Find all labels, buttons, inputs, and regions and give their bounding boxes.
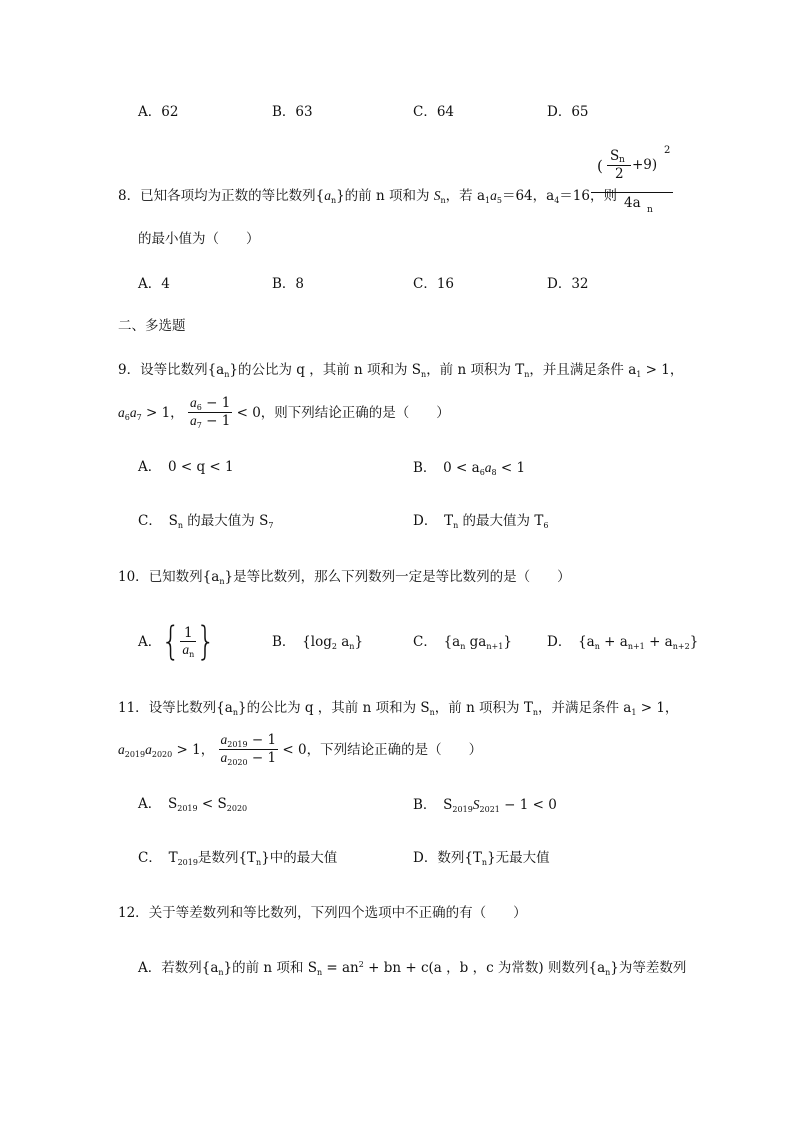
q11-fraction: $\frac{a_{2019} - 1}{a_{2020} - 1}$ — [220, 732, 277, 767]
q9-stem-line1: 9．设等比数列$\{a_n\}$的公比为 q ，其前 n 项和为 $S_n$，前 n 项积为 $T_n$，并且满足条件 $a_1 > 1$， — [118, 362, 684, 379]
q9-option-d: D． $T_n$ 的最大值为 $T_6$ — [413, 513, 549, 530]
q7-option-c: C．64 — [413, 104, 455, 120]
q8-stem-line2: 的最小值为（ ） — [138, 231, 260, 247]
q9-stem-line2: $a_6a_7 > 1$， $\frac{a_6 - 1}{a_7 - 1}$ < 0，则下列结论正确的是（ ） — [118, 395, 450, 430]
q8-option-b: B．8 — [272, 276, 305, 292]
q10-stem: 10．已知数列$\{a_n\}$是等比数列，那么下列数列一定是等比数列的是（ ） — [118, 569, 571, 586]
q8-option-c: C．16 — [413, 276, 455, 292]
section-heading: 二、多选题 — [118, 318, 186, 334]
q12-option-a: A．若数列$\{a_n\}$的前 n 项和 $S_n = an^2$ + bn + c(a ，b ，c 为常数) 则数列$\{a_n\}$为等差数列 — [138, 960, 687, 977]
q11-option-a: A． $S_{2019} < S_{2020}$ — [138, 796, 248, 813]
q11-option-b: B． $S_{2019}S_{2021} - 1 < 0$ — [413, 797, 557, 814]
q9-option-c: C． $S_n$ 的最大值为 $S_7$ — [138, 513, 274, 530]
q9-option-a: A． 0 < q < 1 — [138, 459, 234, 475]
q8-option-d: D．32 — [547, 276, 589, 292]
q10-option-c: C． {$a_n$ $ga_{n+1}$} — [413, 634, 512, 651]
q8-option-a: A．4 — [138, 276, 170, 292]
q11-stem-line2: $a_{2019}a_{2020} > 1$， $\frac{a_{2019} - 1}{a_{2020} - 1}$ < 0，下列结论正确的是（ ） — [118, 732, 483, 767]
q9-fraction: $\frac{a_6 - 1}{a_7 - 1}$ — [189, 395, 231, 430]
q8-fraction: S n ( 2 +9) 2 4a n — [591, 146, 673, 218]
q10-option-b: B． {$\log_2$ $a_n$} — [272, 634, 364, 651]
q11-stem-line1: 11．设等比数列$\{a_n\}$的公比为 q ，其前 n 项和为 $S_n$，前 n 项积为 $T_n$，并满足条件 $a_1 > 1$， — [118, 700, 679, 717]
q11-option-d: D．数列$\{T_n\}$无最大值 — [413, 850, 550, 867]
q12-stem: 12．关于等差数列和等比数列，下列四个选项中不正确的有（ ） — [118, 905, 527, 921]
q7-option-b: B．63 — [272, 104, 313, 120]
q11-option-c: C． $T_{2019}$是数列$\{T_n\}$中的最大值 — [138, 850, 338, 867]
q9-option-b: B． $0 < a_6a_8 < 1$ — [413, 460, 526, 477]
q7-option-d: D．65 — [547, 104, 589, 120]
q10-option-d: D． $\{a_n + a_{n+1} + a_{n+2}\}$ — [547, 634, 699, 651]
q10-option-a: A．{ $\frac{1}{a_n}$ } — [138, 619, 216, 665]
q8-stem: 8．已知各项均为正数的等比数列$\{a_n\}$的前 n 项和为 $S_n$，若 $a_1a_5=64$，$a_4=16$，则 — [118, 188, 617, 205]
q7-option-a: A．62 — [138, 104, 179, 120]
